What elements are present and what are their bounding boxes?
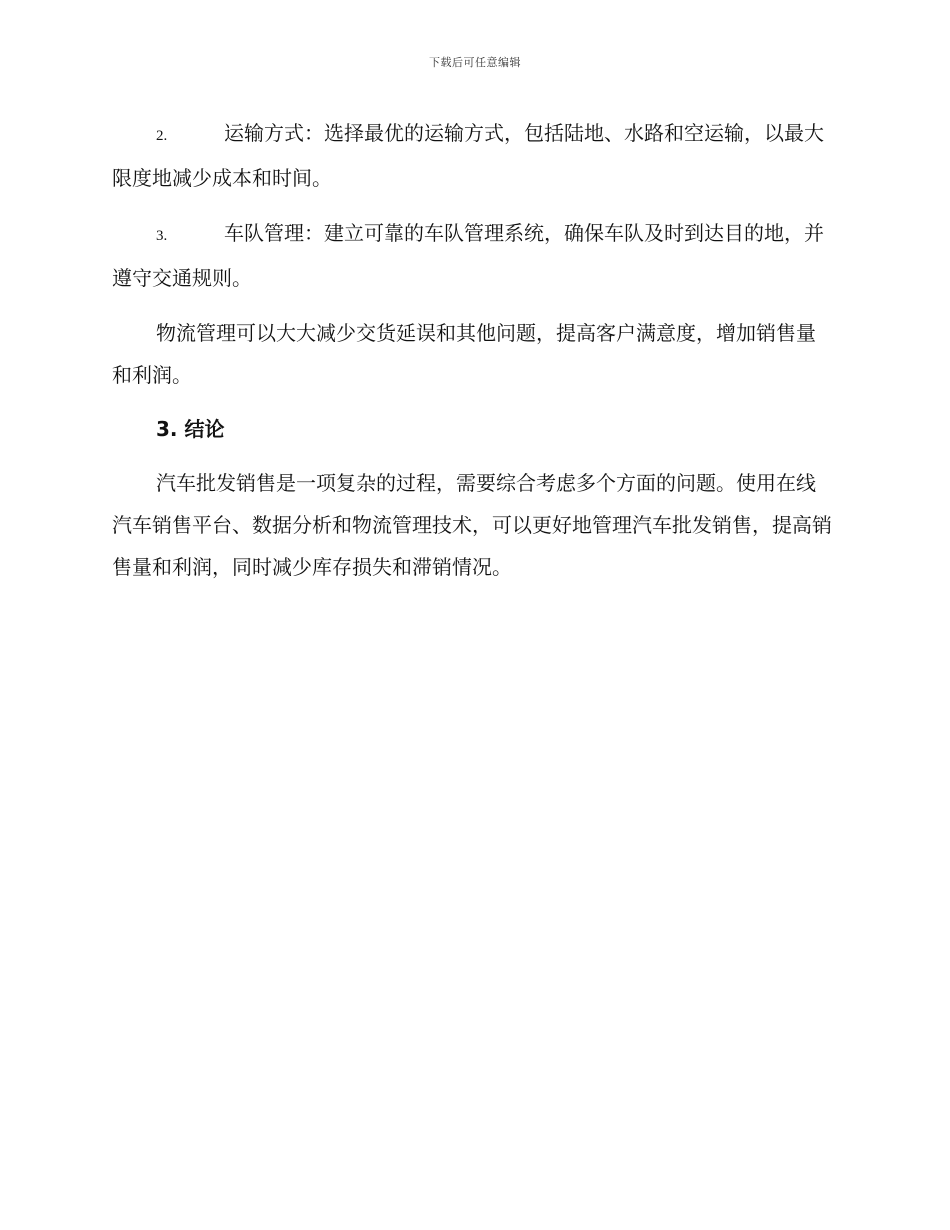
- list-item-number: 3.: [156, 228, 168, 244]
- conclusion-paragraph: 汽车批发销售是一项复杂的过程，需要综合考虑多个方面的问题。使用在线汽车销售平台、数据分析和物流管理技术，可以更好地管理汽车批发销售，提高销售量和利润，同时减少库存损失和滞销情况。: [112, 471, 832, 579]
- logistics-summary-paragraph: 物流管理可以大大减少交货延误和其他问题，提高客户满意度，增加销售量和利润。: [112, 321, 816, 387]
- list-item-number: 2.: [156, 128, 168, 144]
- document-body: [112, 112, 834, 600]
- conclusion-heading: 3. 结论: [156, 417, 225, 441]
- page-header: 下载后可任意编辑: [429, 56, 521, 69]
- list-item-text: 车队管理：建立可靠的车队管理系统，确保车队及时到达目的地，并遵守交通规则。: [112, 221, 824, 290]
- list-item-transport-method: [112, 112, 834, 199]
- list-item-fleet-management: [112, 212, 834, 299]
- list-item-text: 运输方式：选择最优的运输方式，包括陆地、水路和空运输，以最大限度地减少成本和时间。: [112, 121, 824, 190]
